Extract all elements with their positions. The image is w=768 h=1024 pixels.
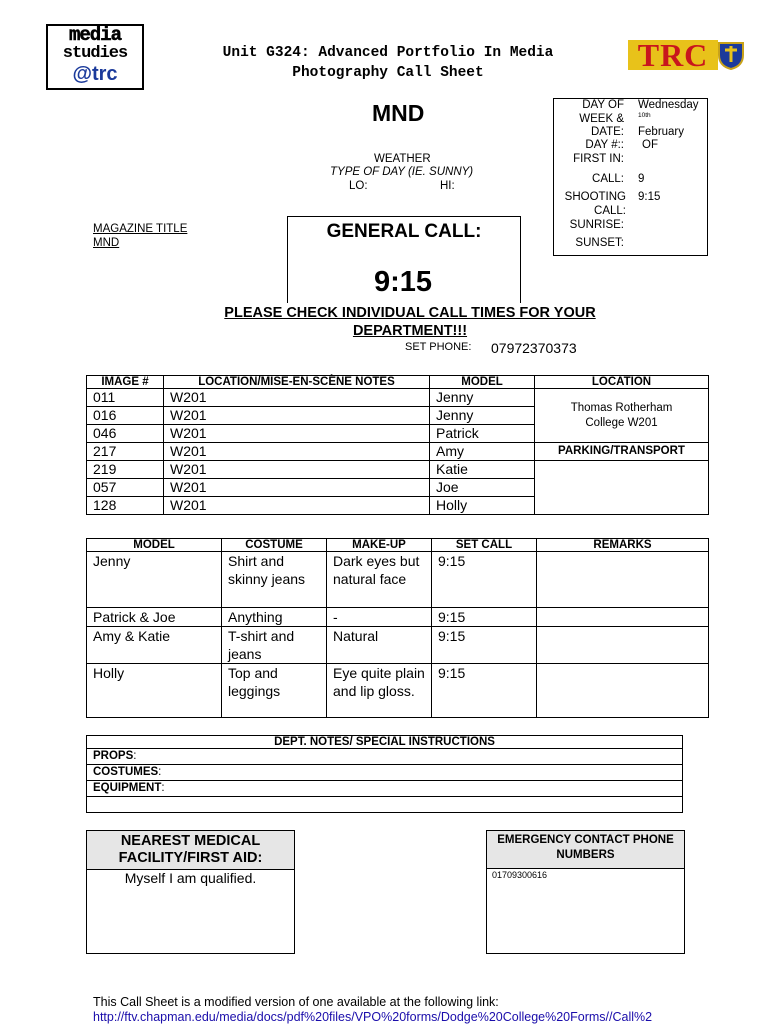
logo-line-studies: studies xyxy=(62,44,128,63)
dept-notes-table xyxy=(86,735,683,813)
model-name: Amy xyxy=(430,443,535,461)
logo-line-trc xyxy=(48,63,142,85)
trc-logo-text: TRC xyxy=(628,40,718,70)
magazine-title-label: MAGAZINE TITLE xyxy=(93,223,188,235)
table-row xyxy=(87,749,683,765)
props-colon: : xyxy=(133,750,137,762)
emergency-value: 01709300616 xyxy=(492,870,548,880)
image-number: 057 xyxy=(87,479,164,497)
trc-logo xyxy=(628,37,746,73)
dept-notes-header: DEPT. NOTES/ SPECIAL INSTRUCTIONS xyxy=(87,736,683,749)
set-call: 9:15 xyxy=(432,552,537,608)
images-table-header xyxy=(87,376,709,389)
remarks xyxy=(537,552,709,608)
model-name: Joe xyxy=(430,479,535,497)
equipment-label: EQUIPMENT xyxy=(93,782,162,794)
image-number: 046 xyxy=(87,425,164,443)
magazine-title-value: MND xyxy=(93,237,120,249)
model-name: Patrick & Joe xyxy=(87,608,222,627)
table-row xyxy=(87,781,683,797)
call-label: CALL: xyxy=(592,173,624,185)
day-number-label: DAY #:: xyxy=(585,139,624,151)
model-name: Katie xyxy=(430,461,535,479)
set-call: 9:15 xyxy=(432,627,537,664)
models-table-header xyxy=(87,539,709,552)
emergency-box xyxy=(486,830,685,954)
model-name: Holly xyxy=(430,497,535,515)
props-label: PROPS xyxy=(93,750,134,762)
medical-header: NEAREST MEDICAL FACILITY/FIRST AID: xyxy=(87,831,294,870)
table-row xyxy=(87,552,709,608)
model-name: Jenny xyxy=(430,407,535,425)
remarks xyxy=(537,608,709,627)
costumes-label: COSTUMES xyxy=(93,766,159,778)
table-row xyxy=(87,389,709,407)
header-image-number: IMAGE # xyxy=(87,376,164,389)
parking-transport-value xyxy=(535,461,709,515)
crest-icon xyxy=(716,40,746,70)
lo-label: LO: xyxy=(349,180,368,192)
hi-label: HI: xyxy=(440,180,455,192)
header-remarks: REMARKS xyxy=(537,539,709,552)
costumes-row xyxy=(87,765,683,781)
header-location-notes: LOCATION/MISE-EN-SCÈNE NOTES xyxy=(164,376,430,389)
set-phone-label: SET PHONE: xyxy=(405,341,472,353)
document-title-line1: Unit G324: Advanced Portfolio In Media xyxy=(222,45,554,61)
costumes-colon: : xyxy=(158,766,162,778)
make-up: Dark eyes but natural face xyxy=(327,552,432,608)
table-row xyxy=(87,461,709,479)
location-notes: W201 xyxy=(164,407,430,425)
model-name: Jenny xyxy=(87,552,222,608)
location-notes: W201 xyxy=(164,479,430,497)
type-of-day-label: TYPE OF DAY (IE. SUNNY) xyxy=(330,166,474,178)
image-number: 128 xyxy=(87,497,164,515)
sunrise-label: SUNRISE: xyxy=(569,219,624,231)
set-call: 9:15 xyxy=(432,664,537,718)
make-up: - xyxy=(327,608,432,627)
images-table xyxy=(86,375,709,515)
image-number: 016 xyxy=(87,407,164,425)
table-row xyxy=(87,765,683,781)
location-value: Thomas Rotherham College W201 xyxy=(535,389,709,443)
header-model: MODEL xyxy=(430,376,535,389)
call-value: 9 xyxy=(638,173,645,185)
production-title: MND xyxy=(372,100,425,126)
model-name: Holly xyxy=(87,664,222,718)
day-info-box xyxy=(553,98,708,256)
date-superscript: 10th xyxy=(638,112,651,119)
document-title-line2: Photography Call Sheet xyxy=(292,65,484,81)
location-notes: W201 xyxy=(164,461,430,479)
media-studies-logo xyxy=(46,24,144,90)
date-value: February xyxy=(638,126,685,138)
parking-transport-label: PARKING/TRANSPORT xyxy=(535,443,709,461)
make-up: Natural xyxy=(327,627,432,664)
model-name: Patrick xyxy=(430,425,535,443)
sunset-label: SUNSET: xyxy=(575,237,624,249)
general-call-time: 9:15 xyxy=(373,266,433,298)
remarks xyxy=(537,664,709,718)
emergency-header: EMERGENCY CONTACT PHONE NUMBERS xyxy=(487,831,684,869)
location-notes: W201 xyxy=(164,443,430,461)
day-number-value: OF xyxy=(642,139,658,151)
table-row xyxy=(87,443,709,461)
footer-note: This Call Sheet is a modified version of one available at the following link: xyxy=(93,995,499,1009)
image-number: 011 xyxy=(87,389,164,407)
first-in-label: FIRST IN: xyxy=(573,153,624,165)
make-up: Eye quite plain and lip gloss. xyxy=(327,664,432,718)
set-call: 9:15 xyxy=(432,608,537,627)
table-row xyxy=(87,608,709,627)
header-model: MODEL xyxy=(87,539,222,552)
remarks xyxy=(537,627,709,664)
costume: Shirt and skinny jeans xyxy=(222,552,327,608)
day-of-week-value: Wednesday xyxy=(638,99,699,111)
logo-trc-text: @trc xyxy=(72,63,118,85)
department-notice: PLEASE CHECK INDIVIDUAL CALL TIMES FOR YOUR DEPARTMENT!!! xyxy=(224,305,596,339)
image-number: 217 xyxy=(87,443,164,461)
table-row xyxy=(87,627,709,664)
header-set-call: SET CALL xyxy=(432,539,537,552)
model-name: Amy & Katie xyxy=(87,627,222,664)
table-row xyxy=(87,664,709,718)
table-row xyxy=(87,797,683,813)
shooting-call-value: 9:15 xyxy=(638,191,661,203)
location-notes: W201 xyxy=(164,497,430,515)
day-of-week-label: DAY OF WEEK & DATE: xyxy=(579,99,624,138)
costume: Top and leggings xyxy=(222,664,327,718)
medical-box xyxy=(86,830,295,954)
logo-line-media: media xyxy=(68,24,121,46)
location-notes: W201 xyxy=(164,389,430,407)
image-number: 219 xyxy=(87,461,164,479)
set-phone-value: 07972370373 xyxy=(491,340,577,356)
dept-notes-header-row xyxy=(87,736,683,749)
weather-label: WEATHER xyxy=(374,153,431,165)
shooting-call-label: SHOOTING CALL: xyxy=(564,191,626,217)
equipment-row xyxy=(87,781,683,797)
models-table xyxy=(86,538,709,718)
props-row xyxy=(87,749,683,765)
medical-value: Myself I am qualified. xyxy=(124,870,257,886)
equipment-colon: : xyxy=(161,782,165,794)
footer-link[interactable]: http://ftv.chapman.edu/media/docs/pdf%20files/VPO%20forms/Dodge%20College%20Forms//Call%2 xyxy=(93,1010,653,1024)
header-costume: COSTUME xyxy=(222,539,327,552)
blank-row xyxy=(87,797,683,813)
general-call-label: GENERAL CALL: xyxy=(326,221,482,242)
costume: T-shirt and jeans xyxy=(222,627,327,664)
header-location: LOCATION xyxy=(535,376,709,389)
header-make-up: MAKE-UP xyxy=(327,539,432,552)
model-name: Jenny xyxy=(430,389,535,407)
location-notes: W201 xyxy=(164,425,430,443)
general-call-divider xyxy=(519,258,520,302)
costume: Anything xyxy=(222,608,327,627)
